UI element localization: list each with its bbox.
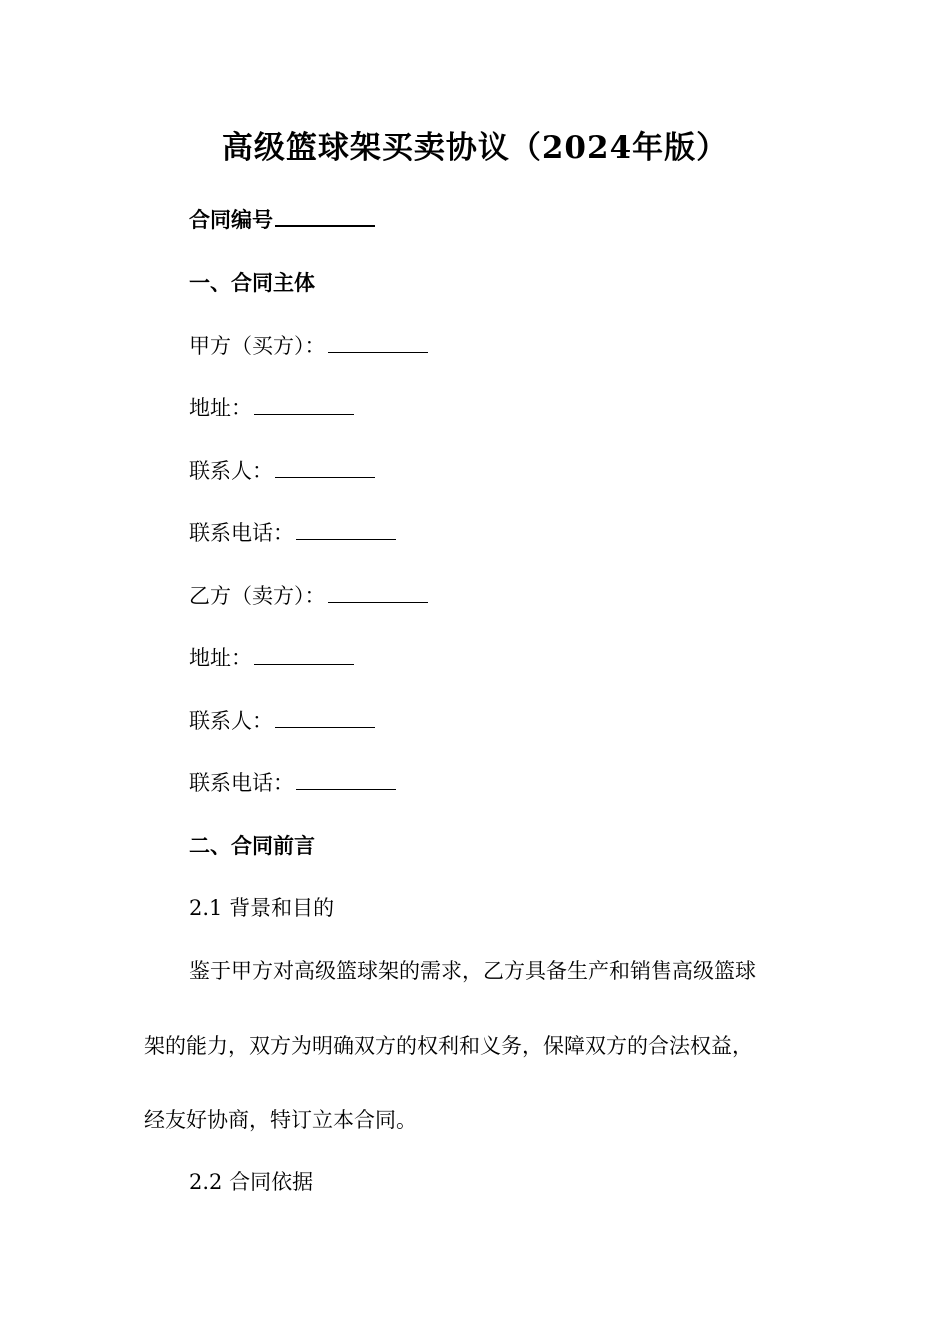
party-a-phone-blank: [296, 519, 396, 540]
party-a-label: 甲方（买方）：: [189, 334, 326, 358]
party-a-address-line: [189, 393, 354, 423]
party-a-contact-line: [189, 456, 375, 486]
party-b-line: [189, 581, 428, 611]
party-a-line: [189, 331, 428, 361]
contract-number-line: [189, 205, 375, 235]
document-title: 高级篮球架买卖协议（2024年版）: [221, 130, 729, 166]
paragraph-line-3: 经友好协商，特订立本合同。: [144, 1108, 417, 1132]
contract-number-label: 合同编号: [189, 207, 273, 232]
party-b-contact-blank: [275, 707, 375, 728]
contract-number-blank: [275, 205, 375, 227]
party-b-address-line: [189, 643, 354, 673]
party-b-address-blank: [254, 644, 354, 665]
paragraph-line-2: 架的能力，双方为明确双方的权利和义务，保障双方的合法权益，: [144, 1034, 753, 1058]
section2-heading: 二、合同前言: [189, 833, 315, 858]
party-a-phone-label: 联系电话：: [189, 521, 294, 545]
party-a-contact-label: 联系人：: [189, 459, 273, 483]
party-b-phone-line: [189, 768, 396, 798]
subsection-2-1-heading: 2.1 背景和目的: [189, 896, 335, 920]
party-a-address-label: 地址：: [189, 396, 252, 420]
party-a-contact-blank: [275, 457, 375, 478]
party-b-label: 乙方（卖方）：: [189, 584, 326, 608]
party-b-phone-blank: [296, 769, 396, 790]
paragraph-line-1: 鉴于甲方对高级篮球架的需求，乙方具备生产和销售高级篮球: [189, 959, 756, 983]
section1-heading: 一、合同主体: [189, 270, 315, 295]
party-b-phone-label: 联系电话：: [189, 771, 294, 795]
party-a-address-blank: [254, 394, 354, 415]
party-b-address-label: 地址：: [189, 646, 252, 670]
party-b-contact-label: 联系人：: [189, 709, 273, 733]
party-a-phone-line: [189, 518, 396, 548]
party-a-blank: [328, 332, 428, 353]
party-b-contact-line: [189, 706, 375, 736]
party-b-blank: [328, 582, 428, 603]
subsection-2-2-heading: 2.2 合同依据: [189, 1170, 314, 1194]
